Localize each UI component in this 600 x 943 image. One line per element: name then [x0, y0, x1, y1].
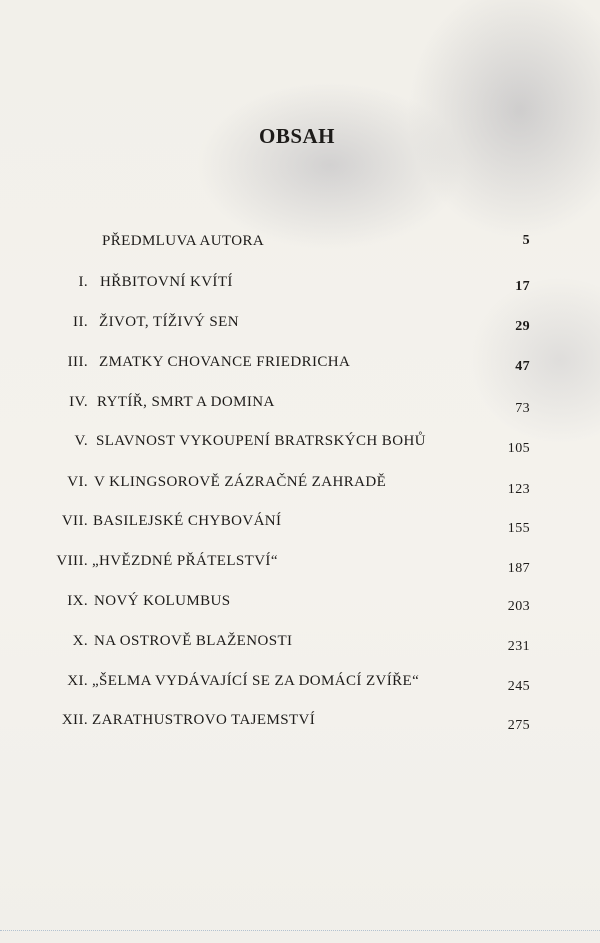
- page-number: 275: [507, 718, 530, 733]
- chapter-title: BASILEJSKÉ CHYBOVÁNÍ: [93, 513, 282, 529]
- chapter-number: VI.: [67, 474, 88, 490]
- page-edge-line: [0, 930, 600, 931]
- toc-entry: [0, 633, 600, 657]
- chapter-title: V KLINGSOROVĚ ZÁZRAČNÉ ZAHRADĚ: [94, 474, 387, 490]
- page-number: 231: [507, 639, 530, 654]
- toc-entry: [0, 354, 600, 378]
- chapter-title: NA OSTROVĚ BLAŽENOSTI: [94, 633, 293, 649]
- chapter-number: IV.: [69, 394, 88, 410]
- toc-entry: [0, 314, 600, 338]
- chapter-number: II.: [73, 314, 88, 330]
- toc-entry: [0, 274, 600, 298]
- chapter-title: RYTÍŘ, SMRT A DOMINA: [97, 394, 275, 410]
- chapter-title: HŘBITOVNÍ KVÍTÍ: [100, 274, 233, 290]
- toc-entry: [0, 712, 600, 736]
- chapter-number: IX.: [67, 593, 88, 609]
- page-number: 203: [507, 599, 530, 614]
- chapter-number: VII.: [61, 513, 88, 529]
- chapter-title: ZMATKY CHOVANCE FRIEDRICHA: [99, 354, 351, 370]
- page-title: OBSAH: [258, 124, 336, 148]
- chapter-title: ZARATHUSTROVO TAJEMSTVÍ: [92, 712, 316, 728]
- toc-entry: [0, 433, 600, 457]
- toc-entry: [0, 553, 600, 577]
- page-number: 73: [515, 401, 530, 416]
- toc-entry: [0, 673, 600, 697]
- chapter-number: I.: [78, 274, 88, 290]
- chapter-title: NOVÝ KOLUMBUS: [94, 593, 231, 609]
- page-number: 29: [515, 319, 530, 334]
- toc-entry: [0, 513, 600, 537]
- chapter-title: SLAVNOST VYKOUPENÍ BRATRSKÝCH BOHŮ: [96, 433, 426, 449]
- page-number: 155: [507, 521, 530, 536]
- page-number: 105: [507, 441, 530, 456]
- chapter-number: XII.: [61, 712, 88, 728]
- page-number: 187: [507, 561, 530, 576]
- chapter-number: III.: [67, 354, 88, 370]
- page-number: 123: [507, 482, 530, 497]
- page-number: 17: [515, 279, 530, 294]
- page-number: 245: [507, 679, 530, 694]
- chapter-title: ŽIVOT, TÍŽIVÝ SEN: [99, 314, 239, 330]
- toc-entry: [0, 394, 600, 418]
- chapter-number: VIII.: [56, 553, 88, 569]
- toc-entry: [0, 233, 600, 257]
- chapter-title: „ŠELMA VYDÁVAJÍCÍ SE ZA DOMÁCÍ ZVÍŘE“: [92, 673, 420, 689]
- toc-entry: [0, 474, 600, 498]
- chapter-number: X.: [72, 633, 88, 649]
- chapter-title: PŘEDMLUVA AUTORA: [102, 233, 265, 249]
- chapter-title: „HVĚZDNÉ PŘÁTELSTVÍ“: [92, 553, 278, 569]
- chapter-number: V.: [74, 433, 88, 449]
- toc-entry: [0, 593, 600, 617]
- page-number: 47: [515, 359, 530, 374]
- page-number: 5: [522, 233, 530, 248]
- chapter-number: XI.: [67, 673, 88, 689]
